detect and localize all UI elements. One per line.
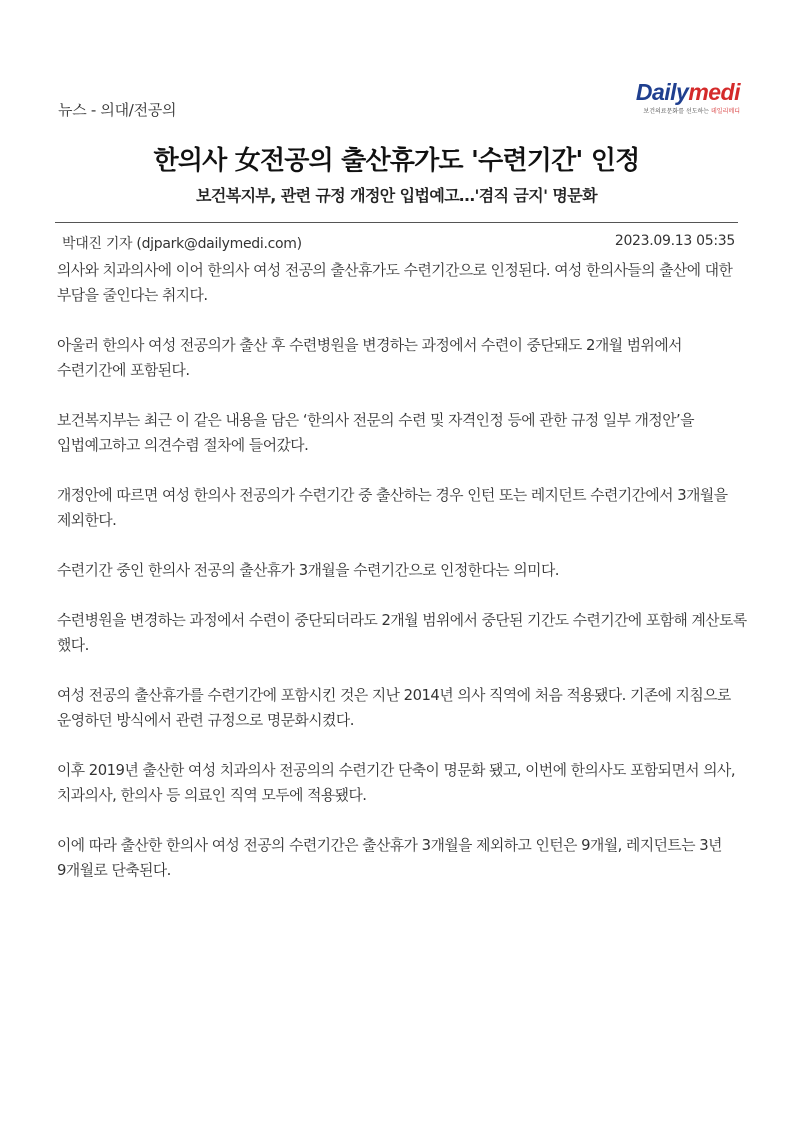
article-paragraph-6: 수련병원을 변경하는 과정에서 수련이 중단되더라도 2개월 범위에서 중단된 기간도 수련기간에 포함해 계산토록 했다. bbox=[57, 612, 747, 654]
article-body bbox=[57, 258, 747, 908]
article-paragraph-1: 의사와 치과의사에 이어 한의사 여성 전공의 출산휴가도 수련기간으로 인정된다. 여성 한의사들의 출산에 대한 부담을 줄인다는 취지다. bbox=[57, 262, 733, 304]
article-paragraph-9: 이에 따라 출산한 한의사 여성 전공의 수련기간은 출산휴가 3개월을 제외하고 인턴은 9개월, 레지던트는 3년 9개월로 단축된다. bbox=[57, 837, 722, 879]
byline: 박대진 기자 (djpark@dailymedi.com) bbox=[62, 236, 302, 252]
logo-wordmark bbox=[614, 80, 740, 104]
article-paragraph-8: 이후 2019년 출산한 여성 치과의사 전공의의 수련기간 단축이 명문화 됐고, 이번에 한의사도 포함되면서 의사, 치과의사, 한의사 등 의료인 직역 모두에 적용됐다. bbox=[57, 762, 736, 804]
logo-tagline bbox=[614, 106, 740, 115]
article-paragraph-4: 개정안에 따르면 여성 한의사 전공의가 수련기간 중 출산하는 경우 인턴 또는 레지던트 수련기간에서 3개월을 제외한다. bbox=[57, 487, 728, 529]
logo-tagline-brand: 데일리메디 bbox=[711, 108, 740, 115]
publish-datetime: 2023.09.13 05:35 bbox=[614, 233, 735, 249]
logo-tagline-prefix: 보건의료문화를 선도하는 bbox=[643, 108, 710, 115]
logo-word-medi: medi bbox=[688, 79, 740, 105]
article-paragraph-3: 보건복지부는 최근 이 같은 내용을 담은 ‘한의사 전문의 수련 및 자격인정 등에 관한 규정 일부 개정안’을 입법예고하고 의견수렴 절차에 들어갔다. bbox=[57, 412, 695, 454]
article-paragraph-5: 수련기간 중인 한의사 전공의 출산휴가 3개월을 수련기간으로 인정한다는 의미다. bbox=[57, 562, 559, 579]
article-title: 한의사 女전공의 출산휴가도 '수련기간' 인정 bbox=[153, 146, 640, 176]
breadcrumb[interactable]: 뉴스 - 의대/전공의 bbox=[58, 101, 177, 119]
dailymedi-logo[interactable] bbox=[614, 80, 740, 120]
logo-word-daily: Daily bbox=[635, 79, 689, 105]
article-subtitle: 보건복지부, 관련 규정 개정안 입법예고…'겸직 금지' 명문화 bbox=[196, 186, 597, 205]
title-divider bbox=[55, 222, 738, 223]
article-paragraph-2: 아울러 한의사 여성 전공의가 출산 후 수련병원을 변경하는 과정에서 수련이 중단돼도 2개월 범위에서 수련기간에 포함된다. bbox=[57, 337, 682, 379]
article-paragraph-7: 여성 전공의 출산휴가를 수련기간에 포함시킨 것은 지난 2014년 의사 직역에 처음 적용됐다. 기존에 지침으로 운영하던 방식에서 관련 규정으로 명문화시켰다. bbox=[57, 687, 731, 729]
